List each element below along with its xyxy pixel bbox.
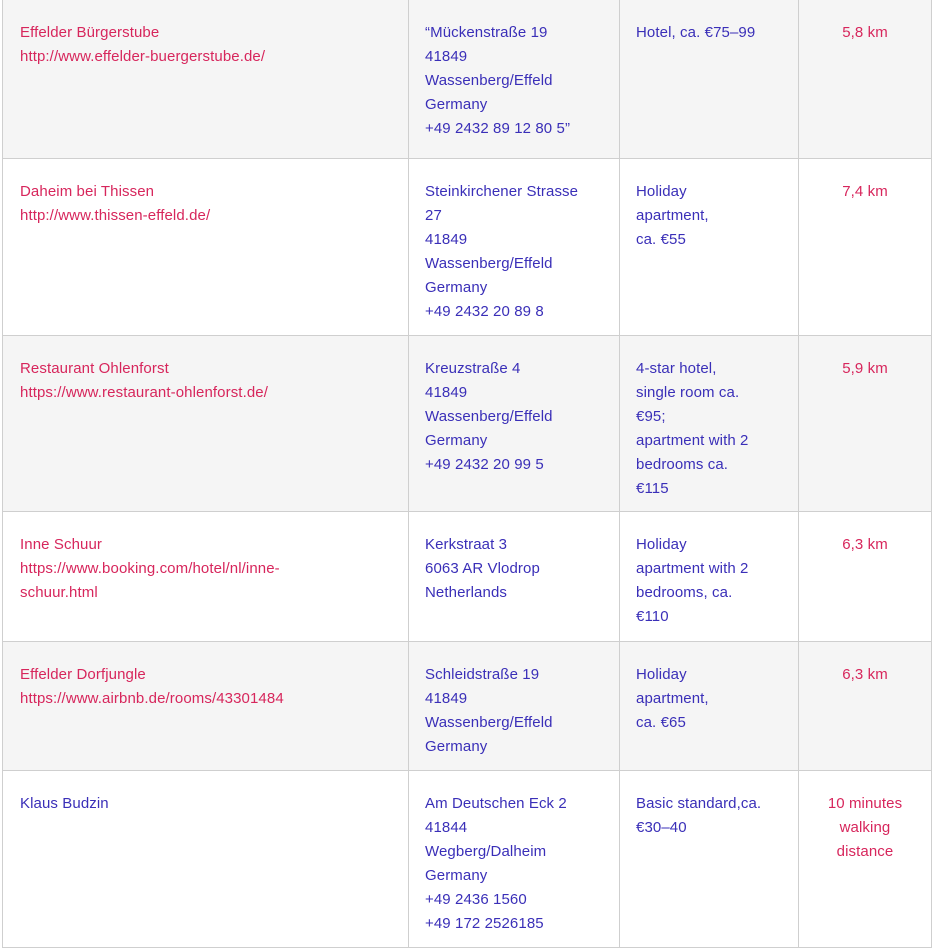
type-price-line: Holiday — [636, 666, 687, 683]
accommodation-name-cell — [3, 336, 409, 512]
table-row — [3, 642, 932, 771]
distance-value: 6,3 km — [842, 666, 888, 683]
type-price-line: €110 — [636, 608, 669, 625]
address-line: Netherlands — [425, 584, 507, 601]
address-cell — [409, 0, 620, 159]
type-price-line: Hotel, ca. €75–99 — [636, 24, 756, 41]
address-cell — [409, 642, 620, 771]
phone-number: +49 2432 89 12 80 5” — [425, 120, 571, 137]
phone-number: +49 2436 1560 — [425, 891, 527, 908]
type-price-line: 4-star hotel, — [636, 360, 717, 377]
type-price-line: €115 — [636, 480, 669, 497]
distance-cell — [799, 512, 932, 642]
address-line: Germany — [425, 96, 488, 113]
phone-number: +49 2432 20 99 5 — [425, 456, 544, 473]
accommodation-website-link[interactable]: https://www.restaurant-ohlenforst.de/ — [20, 384, 268, 401]
accommodation-name: Restaurant Ohlenforst — [20, 360, 169, 377]
address-line: Germany — [425, 279, 488, 296]
distance-value: 5,8 km — [842, 24, 888, 41]
type-price-cell — [620, 771, 799, 948]
address-line: 41849 — [425, 231, 468, 248]
table-row — [3, 771, 932, 948]
accommodation-name-cell — [3, 512, 409, 642]
distance-value: walking — [839, 819, 891, 836]
address-line: 41849 — [425, 384, 468, 401]
address-cell — [409, 159, 620, 336]
accommodation-name: Effelder Bürgerstube — [20, 24, 160, 41]
type-price-cell — [620, 336, 799, 512]
address-cell — [409, 336, 620, 512]
address-line: Wassenberg/Effeld — [425, 72, 553, 89]
address-line: 27 — [425, 207, 442, 224]
type-price-cell — [620, 0, 799, 159]
accommodation-table — [2, 0, 932, 948]
type-price-cell — [620, 159, 799, 336]
type-price-line: Holiday — [636, 536, 687, 553]
accommodation-name: Effelder Dorfjungle — [20, 666, 146, 683]
type-price-line: apartment, — [636, 690, 709, 707]
distance-value: 10 minutes — [827, 795, 903, 812]
type-price-line: apartment with 2 — [636, 560, 749, 577]
address-line: Wegberg/Dalheim — [425, 843, 547, 860]
distance-value: distance — [836, 843, 894, 860]
address-line: Germany — [425, 432, 488, 449]
address-line: 41849 — [425, 48, 468, 65]
accommodation-name-cell — [3, 159, 409, 336]
accommodation-name-cell — [3, 771, 409, 948]
accommodation-website-link[interactable]: http://www.effelder-buergerstube.de/ — [20, 48, 266, 65]
accommodation-website-link[interactable]: http://www.thissen-effeld.de/ — [20, 207, 211, 224]
distance-cell — [799, 336, 932, 512]
type-price-line: ca. €55 — [636, 231, 686, 248]
phone-number: +49 172 2526185 — [425, 915, 544, 932]
address-line: 41844 — [425, 819, 468, 836]
address-line: Germany — [425, 738, 488, 755]
distance-cell — [799, 771, 932, 948]
distance-cell — [799, 0, 932, 159]
type-price-line: Holiday — [636, 183, 687, 200]
address-line: Am Deutschen Eck 2 — [425, 795, 567, 812]
table-row — [3, 0, 932, 159]
distance-cell — [799, 642, 932, 771]
accommodation-name-cell — [3, 0, 409, 159]
type-price-cell — [620, 512, 799, 642]
distance-value: 6,3 km — [842, 536, 888, 553]
type-price-line: apartment with 2 — [636, 432, 749, 449]
type-price-line: Basic standard,ca. — [636, 795, 762, 812]
website-link-line[interactable]: https://www.booking.com/hotel/nl/inne- — [20, 560, 280, 577]
type-price-line: €95; — [636, 408, 666, 425]
address-line: Wassenberg/Effeld — [425, 255, 553, 272]
distance-cell — [799, 159, 932, 336]
website-link-line[interactable]: schuur.html — [20, 584, 98, 601]
distance-value: 7,4 km — [842, 183, 888, 200]
table-row — [3, 159, 932, 336]
address-line: Wassenberg/Effeld — [425, 408, 553, 425]
address-line: Schleidstraße 19 — [425, 666, 540, 683]
accommodation-website-link[interactable] — [20, 557, 392, 605]
table-row — [3, 336, 932, 512]
address-line: Germany — [425, 867, 488, 884]
address-cell — [409, 771, 620, 948]
distance-value: 5,9 km — [842, 360, 888, 377]
type-price-line: ca. €65 — [636, 714, 686, 731]
type-price-line: apartment, — [636, 207, 709, 224]
address-line: “Mückenstraße 19 — [425, 24, 548, 41]
phone-number: +49 2432 20 89 8 — [425, 303, 544, 320]
accommodation-name: Inne Schuur — [20, 536, 102, 553]
address-line: Kreuzstraße 4 — [425, 360, 521, 377]
accommodation-name: Daheim bei Thissen — [20, 183, 155, 200]
address-line: Kerkstraat 3 — [425, 536, 508, 553]
accommodation-name-cell — [3, 642, 409, 771]
address-line: 6063 AR Vlodrop — [425, 560, 540, 577]
address-line: 41849 — [425, 690, 468, 707]
table-row — [3, 512, 932, 642]
address-cell — [409, 512, 620, 642]
address-line: Wassenberg/Effeld — [425, 714, 553, 731]
type-price-line: bedrooms ca. — [636, 456, 729, 473]
accommodation-name: Klaus Budzin — [20, 795, 109, 812]
accommodation-website-link[interactable]: https://www.airbnb.de/rooms/43301484 — [20, 690, 284, 707]
type-price-line: bedrooms, ca. — [636, 584, 733, 601]
type-price-cell — [620, 642, 799, 771]
type-price-line: single room ca. — [636, 384, 740, 401]
address-line: Steinkirchener Strasse — [425, 183, 579, 200]
type-price-line: €30–40 — [636, 819, 687, 836]
